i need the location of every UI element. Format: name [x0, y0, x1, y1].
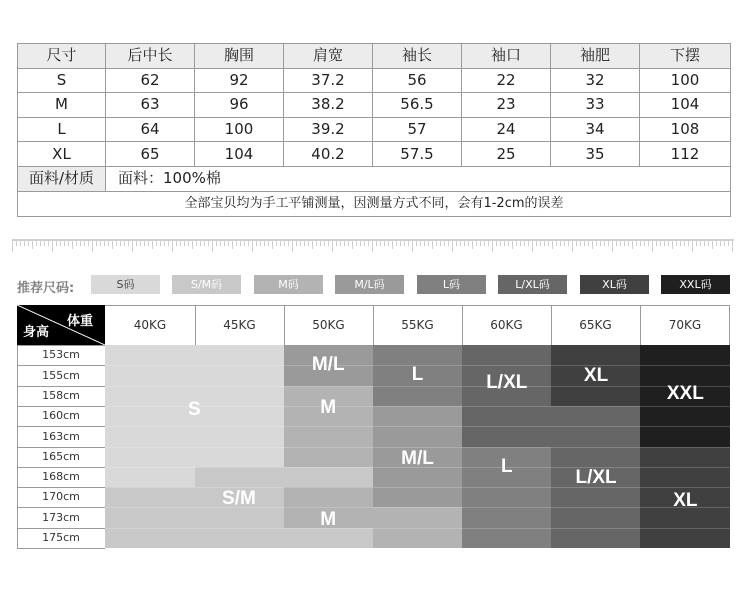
height-row-border	[17, 426, 105, 427]
size-zone-cell	[551, 406, 640, 426]
size-zone-cell	[462, 507, 551, 528]
recommend-size-label: 推荐尺码:	[17, 281, 75, 296]
value-cell: 40.2	[284, 142, 373, 167]
value-cell: 34	[551, 117, 640, 142]
weight-divider	[373, 305, 374, 345]
height-label: 175cm	[42, 531, 80, 544]
header-shoulder: 肩宽	[284, 44, 373, 69]
header-top-border	[105, 305, 730, 306]
value-cell: 65	[106, 142, 195, 167]
legend-chip: XXL码	[661, 275, 730, 294]
height-label: 168cm	[42, 470, 80, 483]
weight-header: 50KG	[312, 318, 345, 332]
height-label: 155cm	[42, 369, 80, 382]
header-sleeve-length: 袖长	[373, 44, 462, 69]
value-cell: 104	[640, 93, 731, 118]
value-cell: 100	[195, 117, 284, 142]
value-cell: 57.5	[373, 142, 462, 167]
size-zone-cell	[105, 467, 195, 487]
size-cell: XL	[18, 142, 106, 167]
weight-header: 70KG	[668, 318, 702, 332]
grid-line	[105, 426, 730, 427]
height-row-border	[17, 528, 105, 529]
grid-line	[105, 507, 730, 508]
size-zone-cell	[105, 426, 195, 447]
zone-label: L/XL	[486, 371, 528, 393]
measurement-note: 全部宝贝均为手工平铺测量，因测量方式不同，会有1-2cm的误差	[18, 191, 731, 216]
height-label: 160cm	[42, 409, 80, 422]
size-zone-cell	[195, 447, 284, 467]
zone-label: L	[411, 364, 424, 386]
size-zone-cell	[105, 447, 195, 467]
height-label: 170cm	[42, 490, 80, 503]
size-cell: S	[18, 68, 106, 93]
header-hem: 下摆	[640, 44, 731, 69]
weight-divider	[284, 305, 285, 345]
size-zone-cell	[105, 507, 195, 528]
zone-label: XXL	[666, 382, 704, 404]
size-zone-cell	[551, 345, 640, 365]
material-label: 面料/材质	[18, 166, 106, 191]
size-zone-cell	[640, 406, 730, 426]
zone-label: XL	[673, 490, 698, 512]
size-zone-cell	[284, 487, 373, 507]
size-zone-cell	[373, 386, 462, 406]
size-zone-cell	[640, 467, 730, 487]
grid-line	[105, 528, 730, 529]
size-zone-cell	[551, 507, 640, 528]
value-cell: 63	[106, 93, 195, 118]
value-cell: 112	[640, 142, 731, 167]
size-zone-cell	[462, 528, 551, 548]
legend-chip: S码	[91, 275, 160, 294]
zone-label: S/M	[222, 488, 256, 510]
ruler-divider	[12, 239, 734, 253]
size-zone-cell	[373, 426, 462, 447]
size-zone-cell	[284, 426, 373, 447]
height-row-border	[17, 467, 105, 468]
weight-header: 45KG	[223, 318, 256, 332]
material-row	[18, 166, 731, 191]
value-cell: 38.2	[284, 93, 373, 118]
value-cell: 23	[462, 93, 551, 118]
value-cell: 64	[106, 117, 195, 142]
height-label: 165cm	[42, 450, 80, 463]
table-row	[18, 142, 731, 167]
size-zone-cell	[551, 487, 640, 507]
legend-chip: S/M码	[172, 275, 241, 294]
size-zone-cell	[105, 345, 195, 365]
weight-header: 55KG	[401, 318, 434, 332]
height-row-border	[17, 548, 105, 549]
header-chest: 胸围	[195, 44, 284, 69]
value-cell: 39.2	[284, 117, 373, 142]
header-back-length: 后中长	[106, 44, 195, 69]
height-row-border	[17, 487, 105, 488]
height-row-border	[17, 345, 105, 346]
size-zone-cell	[462, 487, 551, 507]
value-cell: 56	[373, 68, 462, 93]
legend-chip: L码	[417, 275, 486, 294]
value-cell: 35	[551, 142, 640, 167]
height-label: 158cm	[42, 389, 80, 402]
value-cell: 92	[195, 68, 284, 93]
weight-divider	[640, 305, 641, 345]
value-cell: 57	[373, 117, 462, 142]
legend-chip: XL码	[580, 275, 649, 294]
height-col-left-border	[17, 345, 18, 549]
size-zone-cell	[284, 528, 373, 548]
size-zone-cell	[195, 365, 284, 386]
height-row-border	[17, 447, 105, 448]
weight-divider	[551, 305, 552, 345]
height-weight-size-chart	[17, 305, 730, 548]
value-cell: 24	[462, 117, 551, 142]
size-zone-cell	[373, 528, 462, 548]
size-zone-cell	[195, 406, 284, 426]
height-label: 153cm	[42, 348, 80, 361]
height-label: 163cm	[42, 430, 80, 443]
size-zone-cell	[105, 528, 195, 548]
value-cell: 32	[551, 68, 640, 93]
size-table	[17, 43, 731, 217]
header-cuff: 袖口	[462, 44, 551, 69]
size-zone-cell	[640, 528, 730, 548]
zone-label: L	[500, 455, 513, 477]
header-size: 尺寸	[18, 44, 106, 69]
zone-label: XL	[583, 365, 609, 387]
size-zone-cell	[462, 426, 551, 447]
size-cell: M	[18, 93, 106, 118]
size-zone-cell	[105, 365, 195, 386]
value-cell: 33	[551, 93, 640, 118]
zone-label: S	[187, 398, 201, 420]
height-label: 173cm	[42, 511, 80, 524]
size-zone-cell	[373, 467, 462, 487]
weight-divider	[729, 305, 730, 345]
size-zone-cell	[105, 487, 195, 507]
table-row	[18, 93, 731, 118]
material-value: 面料：100%棉	[106, 166, 731, 191]
size-zone-cell	[195, 345, 284, 365]
height-row-border	[17, 386, 105, 387]
weight-header: 65KG	[579, 318, 612, 332]
size-zone-cell	[640, 447, 730, 467]
size-zone-cell	[373, 345, 462, 365]
size-zone-cell	[373, 507, 462, 528]
zone-label: M	[320, 508, 337, 530]
value-cell: 22	[462, 68, 551, 93]
size-zone-cell	[551, 528, 640, 548]
size-zone-cell	[195, 528, 284, 548]
size-zone-cell	[195, 426, 284, 447]
size-zone-cell	[284, 467, 373, 487]
size-zone-cell	[195, 467, 284, 487]
weight-divider	[195, 305, 196, 345]
size-zone-cell	[105, 406, 195, 426]
size-cell: L	[18, 117, 106, 142]
table-row	[18, 68, 731, 93]
size-zone-cell	[640, 345, 730, 365]
height-row-border	[17, 507, 105, 508]
size-zone-cell	[551, 447, 640, 467]
size-zone-cell	[551, 426, 640, 447]
size-zone-cell	[284, 447, 373, 467]
size-zone-cell	[551, 386, 640, 406]
value-cell: 100	[640, 68, 731, 93]
weight-divider	[462, 305, 463, 345]
size-zone-cell	[105, 386, 195, 406]
note-row	[18, 191, 731, 216]
height-row-border	[17, 406, 105, 407]
weight-header: 60KG	[490, 318, 523, 332]
zone-label: M/L	[311, 354, 345, 376]
value-cell: 62	[106, 68, 195, 93]
size-zone-cell	[195, 386, 284, 406]
legend-chip: L/XL码	[498, 275, 567, 294]
corner-weight-label: 体重	[66, 314, 93, 329]
value-cell: 25	[462, 142, 551, 167]
zone-label: M/L	[401, 447, 434, 469]
size-zone-cell	[373, 487, 462, 507]
value-cell: 96	[195, 93, 284, 118]
weight-header: 40KG	[133, 318, 167, 332]
legend-chip: M码	[254, 275, 323, 294]
size-table-header-row	[18, 44, 731, 69]
header-sleeve-width: 袖肥	[551, 44, 640, 69]
size-zone-cell	[640, 426, 730, 447]
value-cell: 37.2	[284, 68, 373, 93]
grid-line	[105, 487, 730, 488]
height-row-border	[17, 365, 105, 366]
size-zone-cell	[462, 345, 551, 365]
corner-header	[17, 305, 105, 345]
value-cell: 108	[640, 117, 731, 142]
zone-label: L/XL	[575, 466, 617, 488]
value-cell: 104	[195, 142, 284, 167]
size-zone-cell	[462, 406, 551, 426]
size-zone-cell	[373, 406, 462, 426]
table-row	[18, 117, 731, 142]
zone-label: M	[320, 396, 337, 418]
corner-height-label: 身高	[23, 325, 50, 340]
legend-chip: M/L码	[335, 275, 404, 294]
value-cell: 56.5	[373, 93, 462, 118]
